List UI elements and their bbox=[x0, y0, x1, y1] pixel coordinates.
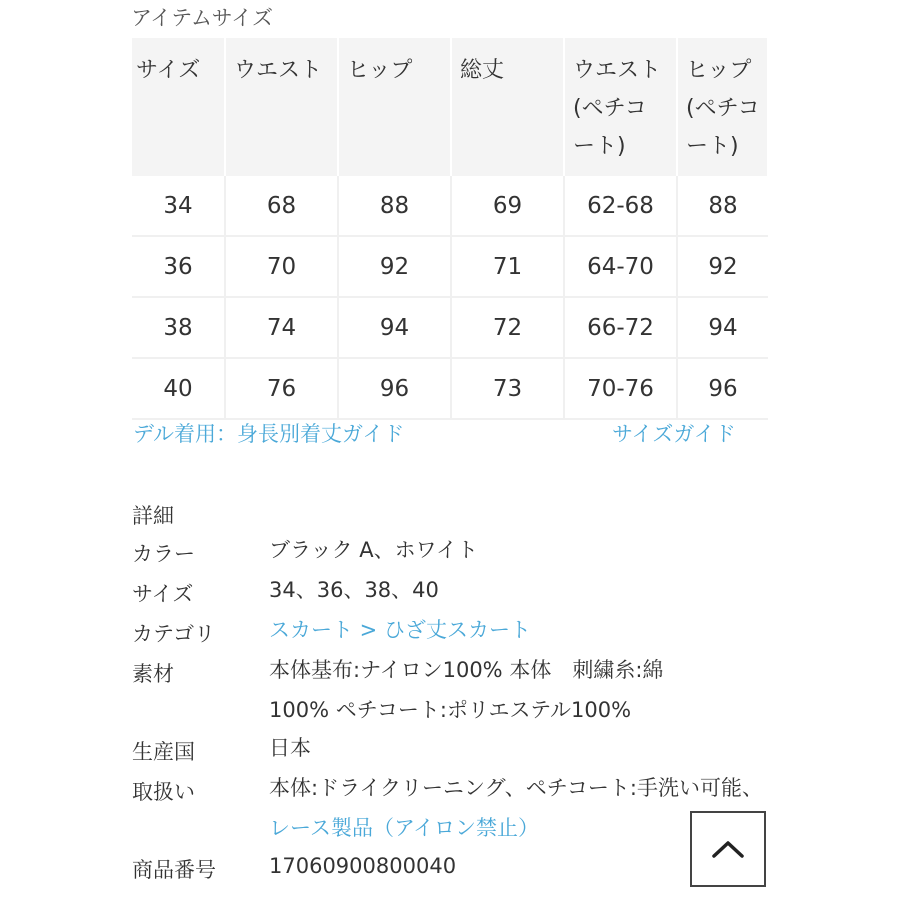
cell-total-length: 69 bbox=[451, 176, 564, 236]
cell-size: 36 bbox=[132, 236, 225, 297]
cell-total-length: 71 bbox=[451, 236, 564, 297]
table-row bbox=[132, 297, 768, 358]
cell-waist: 76 bbox=[225, 358, 338, 419]
origin-value: 日本 bbox=[269, 736, 311, 760]
cell-waist-petticoat: 62-68 bbox=[564, 176, 677, 236]
model-length-guide-link[interactable]: デル着用：身長別着丈ガイド bbox=[133, 422, 405, 446]
cell-hip-petticoat: 88 bbox=[677, 176, 768, 236]
section-title: アイテムサイズ bbox=[131, 6, 273, 30]
cell-waist: 70 bbox=[225, 236, 338, 297]
header-waist: ウエスト bbox=[225, 38, 338, 176]
cell-size: 40 bbox=[132, 358, 225, 419]
cell-waist: 68 bbox=[225, 176, 338, 236]
care-label: 取扱い bbox=[132, 780, 195, 804]
cell-hip-petticoat: 92 bbox=[677, 236, 768, 297]
header-waist-petticoat: ウエスト (ペチコ ート) bbox=[564, 38, 677, 176]
cell-hip: 88 bbox=[338, 176, 451, 236]
cell-waist-petticoat: 64-70 bbox=[564, 236, 677, 297]
cell-hip-petticoat: 96 bbox=[677, 358, 768, 419]
header-hip: ヒップ bbox=[338, 38, 451, 176]
material-label: 素材 bbox=[132, 662, 174, 686]
size-guide-link[interactable]: サイズガイド bbox=[612, 422, 736, 446]
size-label: サイズ bbox=[132, 582, 194, 606]
cell-hip: 92 bbox=[338, 236, 451, 297]
lace-care-link[interactable]: レース製品（アイロン禁止） bbox=[269, 816, 540, 840]
color-value: ブラック A、ホワイト bbox=[269, 538, 478, 562]
cell-hip-petticoat: 94 bbox=[677, 297, 768, 358]
table-row bbox=[132, 176, 768, 236]
cell-size: 34 bbox=[132, 176, 225, 236]
cell-waist-petticoat: 66-72 bbox=[564, 297, 677, 358]
origin-label: 生産国 bbox=[132, 740, 195, 764]
header-total-length: 総丈 bbox=[451, 38, 564, 176]
details-heading: 詳細 bbox=[132, 504, 174, 528]
category-label: カテゴリ bbox=[132, 622, 216, 646]
cell-hip: 94 bbox=[338, 297, 451, 358]
size-value: 34、36、38、40 bbox=[269, 578, 439, 602]
cell-total-length: 73 bbox=[451, 358, 564, 419]
category-link[interactable]: スカート > ひざ丈スカート bbox=[269, 618, 531, 642]
cell-hip: 96 bbox=[338, 358, 451, 419]
material-value: 本体基布:ナイロン100% 本体 刺繍糸:綿100% ペチコート:ポリエステル100% bbox=[269, 658, 664, 722]
table-row bbox=[132, 236, 768, 297]
cell-waist-petticoat: 70-76 bbox=[564, 358, 677, 419]
cell-total-length: 72 bbox=[451, 297, 564, 358]
cell-waist: 74 bbox=[225, 297, 338, 358]
care-text: 本体:ドライクリーニング、ペチコート:手洗い可能、 bbox=[269, 776, 763, 800]
table-row bbox=[132, 358, 768, 419]
size-table bbox=[132, 38, 769, 420]
product-number-value: 17060900800040 bbox=[269, 854, 457, 878]
product-number-label: 商品番号 bbox=[132, 858, 216, 882]
table-header-row bbox=[132, 38, 768, 176]
header-hip-petticoat: ヒップ (ペチコ ート) bbox=[677, 38, 768, 176]
scroll-to-top-button[interactable] bbox=[690, 811, 766, 887]
chevron-up-icon bbox=[711, 839, 745, 859]
cell-size: 38 bbox=[132, 297, 225, 358]
color-label: カラー bbox=[132, 542, 195, 566]
header-size: サイズ bbox=[132, 38, 225, 176]
